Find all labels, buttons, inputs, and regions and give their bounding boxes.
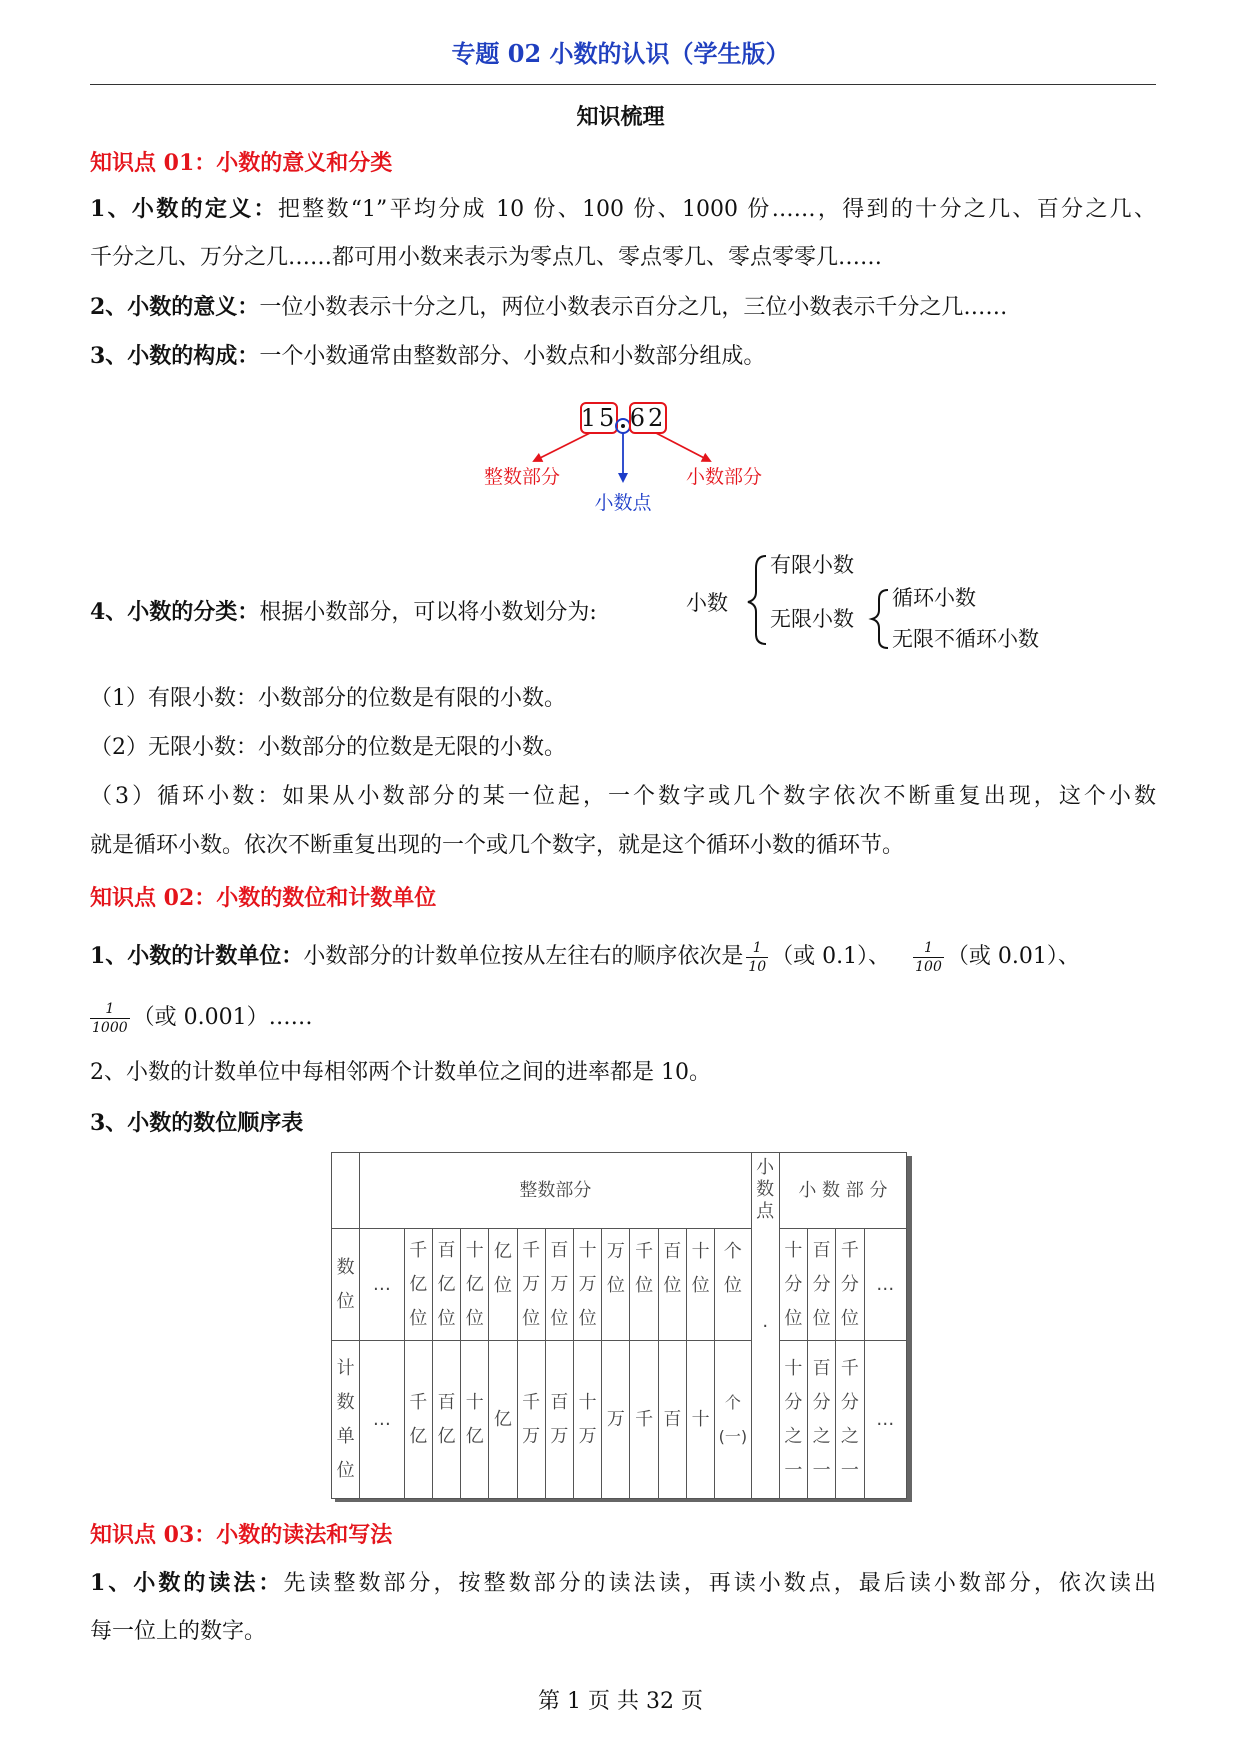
kp1-title: 知识点 01：小数的意义和分类 [90,150,393,176]
place-cell: 十 位 [686,1229,714,1341]
frac3-den: 1000 [92,1019,128,1036]
arrow-decimal [656,433,710,461]
kp1-item3 [90,341,1156,372]
unit-cell: 百 [658,1341,686,1499]
kp2-item1-cont [90,998,1156,1038]
decimal-classification-tree [680,548,1080,668]
row-label-units: 计 数 单 位 [332,1341,360,1499]
frac2-num: 1 [913,939,944,958]
place-cell: 十 万 位 [574,1229,602,1341]
kp1-def3a: （3）循环小数：如果从小数部分的某一位起，一个数字或几个数字依次不断重复出现，这个小数 [90,784,1156,809]
frac1-num: 1 [746,939,768,958]
place-cell: 千 位 [630,1229,658,1341]
place-cell: 百 位 [658,1229,686,1341]
kp1-item4-label: 4、小数的分类： [90,599,260,625]
table-row-places [332,1229,907,1341]
kp1-item1-text-b: 千分之几、万分之几……都可用小数来表示为零点几、零点零几、零点零零几…… [90,245,883,270]
dec-unit-cell: 千 分 之 一 [836,1341,864,1499]
kp3-item1-text-b: 每一位上的数字。 [90,1619,267,1644]
header-divider [90,84,1156,85]
units-ellipsis-left: … [360,1341,404,1499]
kp2-item1-text: 小数部分的计数单位按从左往右的顺序依次是 [303,944,744,969]
row-label-places: 数 位 [332,1229,360,1341]
page-header-title: 专题 02 小数的认识（学生版） [451,39,790,68]
tree-nonrepeating: 无限不循环小数 [892,627,1039,651]
frac1-tail: （或 0.1）、 [771,944,891,969]
integer-digits: 15 [580,404,618,432]
kp1-item3-label: 3、小数的构成： [90,343,260,369]
frac3-num: 1 [90,1000,130,1019]
kp1-def2: （2）无限小数：小数部分的位数是无限的小数。 [90,735,566,760]
kp2-title: 知识点 02：小数的数位和计数单位 [90,885,437,911]
decimal-structure-diagram [470,395,780,525]
place-value-table [331,1152,907,1499]
decimal-point-label: 小数点 [594,492,652,514]
table-point-header-text: 小 数 点 [756,1157,775,1222]
kp1-item4-text: 根据小数部分，可以将小数划分为: [259,600,597,625]
places-ellipsis-left: … [360,1229,404,1341]
tree-repeating: 循环小数 [892,586,976,610]
tree-brace-2 [872,590,888,648]
frac3-tail: （或 0.001）…… [132,1005,313,1030]
kp1-def3b: 就是循环小数。依次不断重复出现的一个或几个数字，就是这个循环小数的循环节。 [90,833,905,858]
unit-cell: 百 亿 [432,1341,460,1499]
frac2-den: 100 [915,958,942,975]
place-cell: 百 万 位 [545,1229,573,1341]
place-cell: 万 位 [602,1229,630,1341]
table-shadow-right [907,1156,912,1502]
units-ellipsis-right: … [864,1341,907,1499]
page-footer: 第 1 页 共 32 页 [538,1689,703,1714]
unit-cell: 千 亿 [404,1341,432,1499]
unit-cell: 个 (一) [715,1341,751,1499]
kp1-item1-text-a: 把整数“1”平均分成 10 份、100 份、1000 份……，得到的十分之几、百分之几、 [277,197,1156,222]
kp2-item3-label: 3、小数的数位顺序表 [90,1110,304,1136]
frac1-den: 10 [748,958,767,975]
dec-unit-cell: 十 分 之 一 [779,1341,807,1499]
kp1-item1-label: 1、小数的定义： [90,196,278,222]
kp1-def1: （1）有限小数：小数部分的位数是有限的小数。 [90,686,566,711]
integer-part-label: 整数部分 [483,466,561,488]
kp1-item2-text: 一位小数表示十分之几，两位小数表示百分之几，三位小数表示千分之几…… [259,295,1008,320]
place-cell: 十 亿 位 [461,1229,489,1341]
kp2-item2: 2、小数的计数单位中每相邻两个计数单位之间的进率都是 10。 [90,1060,711,1085]
places-ellipsis-right: … [864,1229,907,1341]
dec-place-cell: 十 分 位 [779,1229,807,1341]
kp3-item1-label: 1、小数的读法： [90,1570,284,1596]
unit-cell: 万 [602,1341,630,1499]
unit-cell: 千 万 [517,1341,545,1499]
tree-brace-1 [748,556,766,644]
kp3-title: 知识点 03：小数的读法和写法 [90,1522,393,1548]
fraction-one-thousandth [90,1000,130,1037]
place-cell: 个 位 [715,1229,751,1341]
unit-cell: 十 亿 [461,1341,489,1499]
table-row-units [332,1341,907,1499]
decimal-part-label: 小数部分 [685,466,763,488]
kp2-item1 [90,936,1156,977]
fraction-one-tenth [746,939,768,976]
dec-place-cell: 百 分 位 [808,1229,836,1341]
kp3-item1-text-a: 先读整数部分，按整数部分的读法读，再读小数点，最后读小数部分，依次读出 [283,1571,1156,1596]
kp2-item1-label: 1、小数的计数单位： [90,943,304,969]
kp3-item1-line-a [90,1568,1156,1599]
decimal-point-dot [621,424,625,428]
place-cell: 亿 位 [489,1229,517,1341]
kp1-item1-line-a [90,194,1156,225]
place-cell: 百 亿 位 [432,1229,460,1341]
place-cell: 千 亿 位 [404,1229,432,1341]
table-point-header [751,1153,779,1499]
kp1-item2 [90,292,1156,323]
arrow-integer [534,433,590,461]
dec-unit-cell: 百 分 之 一 [808,1341,836,1499]
place-cell: 千 万 位 [517,1229,545,1341]
unit-cell: 亿 [489,1341,517,1499]
table-dec-header: 小 数 部 分 [779,1153,906,1229]
dec-place-cell: 千 分 位 [836,1229,864,1341]
decimal-digits: 62 [629,404,667,432]
unit-cell: 十 万 [574,1341,602,1499]
unit-cell: 千 [630,1341,658,1499]
tree-infinite: 无限小数 [770,607,854,631]
table-corner [332,1153,360,1229]
table-point-mark: . [762,1311,769,1332]
kp1-item2-label: 2、小数的意义： [90,294,260,320]
kp1-item3-text: 一个小数通常由整数部分、小数点和小数部分组成。 [259,344,766,369]
unit-cell: 十 [686,1341,714,1499]
frac2-tail: （或 0.01）、 [946,944,1080,969]
tree-finite: 有限小数 [770,553,854,577]
table-int-header: 整数部分 [360,1153,751,1229]
tree-root: 小数 [686,591,728,615]
unit-cell: 百 万 [545,1341,573,1499]
fraction-one-hundredth [913,939,944,976]
section-title: 知识梳理 [576,104,665,130]
